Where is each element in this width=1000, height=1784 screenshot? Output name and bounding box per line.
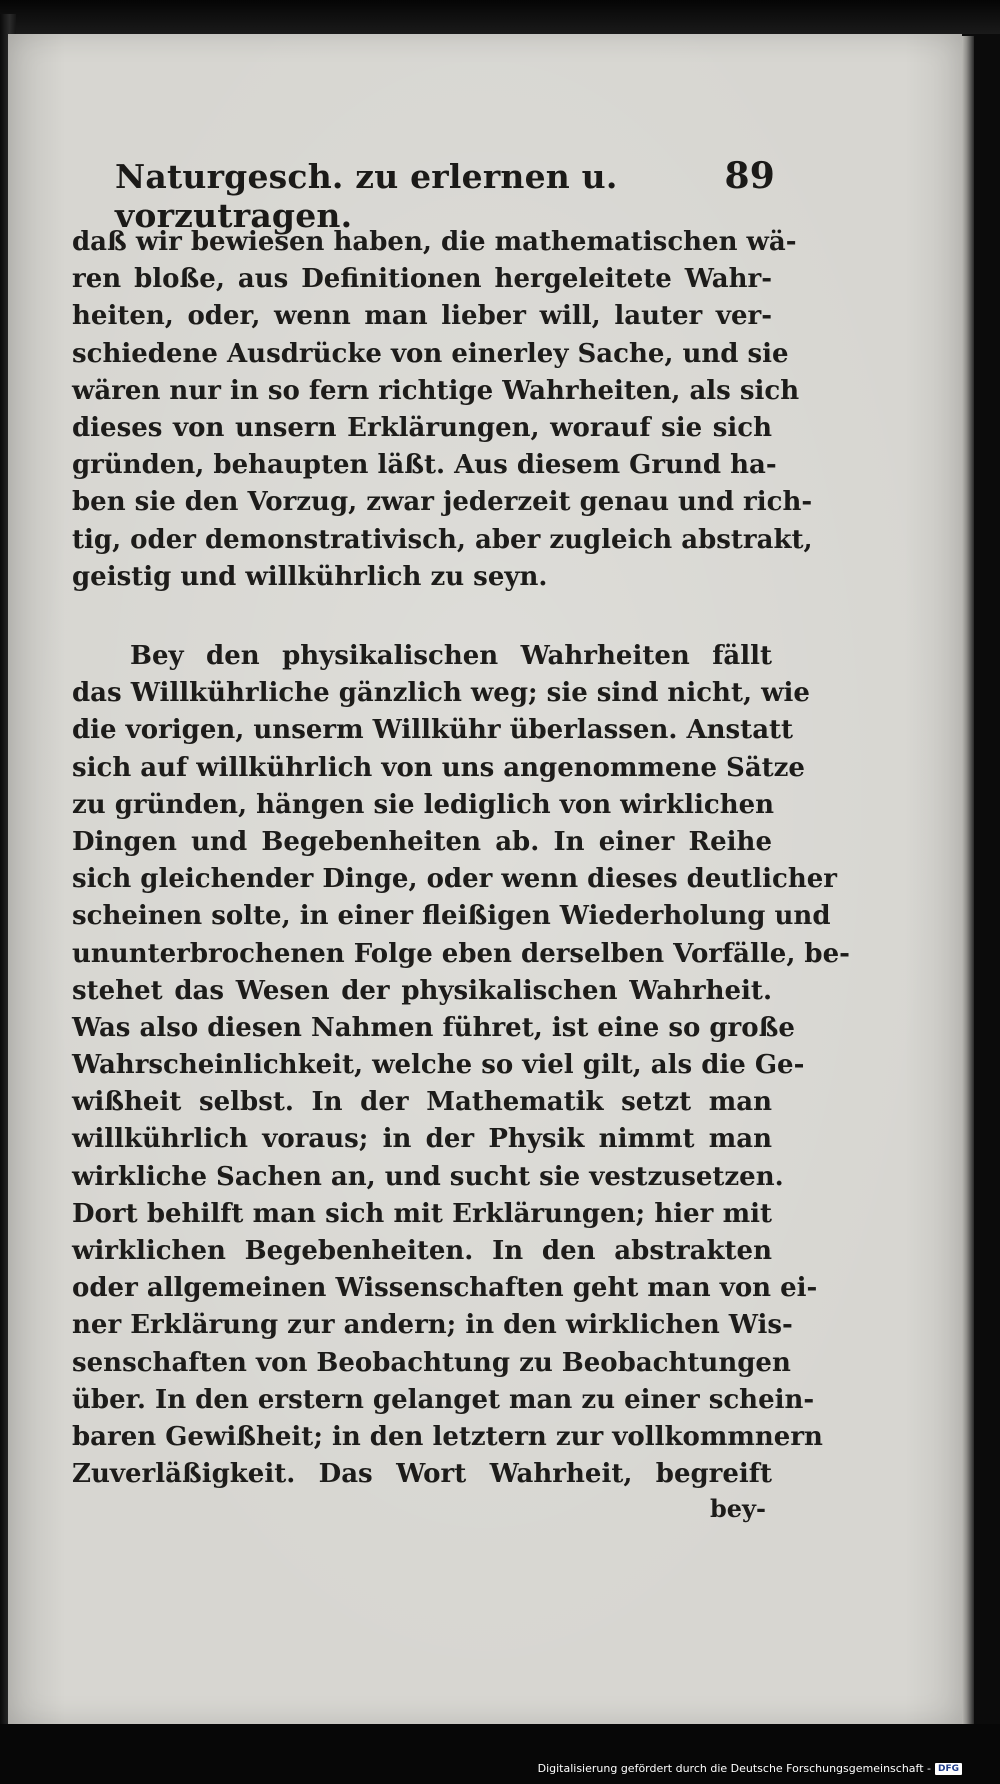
digitization-credit-text: Digitalisierung gefördert durch die Deutsche Forschungsgemeinschaft - [537, 1762, 931, 1775]
text-line: heiten, oder, wenn man lieber will, lauter ver- [72, 301, 772, 332]
dfg-logo: DFG [935, 1763, 962, 1775]
page-number: 89 [724, 155, 775, 197]
text-line: über. In den erstern gelanget man zu einer schein- [72, 1384, 815, 1415]
text-line: die vorigen, unserm Willkühr überlassen. Anstatt [72, 715, 794, 746]
text-line: dieses von unsern Erklärungen, worauf sie sich [72, 412, 772, 443]
text-line: Was also diesen Nahmen führet, ist eine so große [72, 1012, 795, 1043]
text-line: oder allgemeinen Wissenschaften geht man von ei- [72, 1273, 818, 1304]
running-head [115, 155, 775, 235]
text-line: wißheit selbst. In der Mathematik setzt man [72, 1087, 772, 1118]
catchword: bey- [710, 1494, 766, 1523]
paragraph-2 [72, 638, 850, 1493]
text-line: Bey den physikalischen Wahrheiten fällt [130, 641, 772, 671]
text-line: baren Gewißheit; in den letztern zur vollkommnern [72, 1421, 823, 1452]
text-line: ren bloße, aus Definitionen hergeleitete Wahr- [72, 264, 772, 295]
text-line: Dort behilft man sich mit Erklärungen; hier mit [72, 1198, 772, 1229]
text-line: schiedene Ausdrücke von einerley Sache, und sie [72, 338, 789, 369]
text-line: gründen, behaupten läßt. Aus diesem Grund ha- [72, 450, 777, 481]
text-line: ner Erklärung zur andern; in den wirklichen Wis- [72, 1310, 793, 1341]
text-line: wirkliche Sachen an, und sucht sie vestzusetzen. [72, 1161, 784, 1192]
scan-top-edge [0, 0, 1000, 34]
digitization-credit [538, 1762, 962, 1775]
text-line: sich gleichender Dinge, oder wenn dieses deutlicher [72, 864, 838, 895]
text-line: Zuverläßigkeit. Das Wort Wahrheit, begreift [72, 1459, 772, 1490]
running-head-title: Naturgesch. zu erlernen u. vorzutragen. [115, 157, 618, 235]
scan-bottom-strip [0, 1724, 1000, 1784]
text-line: geistig und willkührlich zu seyn. [72, 561, 548, 592]
text-line: wären nur in so fern richtige Wahrheiten, als sich [72, 375, 800, 406]
text-line: Wahrscheinlichkeit, welche so viel gilt, als die Ge- [72, 1050, 805, 1081]
text-line: tig, oder demonstrativisch, aber zugleich abstrakt, [72, 524, 813, 555]
text-line: stehet das Wesen der physikalischen Wahrheit. [72, 975, 772, 1006]
text-line: Dingen und Begebenheiten ab. In einer Reihe [72, 826, 772, 857]
text-line: sich auf willkührlich von uns angenommene Sätze [72, 752, 805, 783]
paragraph-1 [72, 224, 813, 596]
text-line: wirklichen Begebenheiten. In den abstrakten [72, 1236, 772, 1266]
text-line: ununterbrochenen Folge eben derselben Vorfälle, be- [72, 938, 850, 969]
text-line: ben sie den Vorzug, zwar jederzeit genau und rich- [72, 487, 813, 518]
text-line: zu gründen, hängen sie lediglich von wirklichen [72, 789, 775, 820]
text-line: scheinen solte, in einer fleißigen Wiederholung und [72, 901, 831, 932]
text-line: senschaften von Beobachtung zu Beobachtungen [72, 1347, 791, 1378]
page-fore-edge [962, 36, 974, 1724]
text-line: willkührlich voraus; in der Physik nimmt man [72, 1124, 772, 1155]
text-line: das Willkührliche gänzlich weg; sie sind nicht, wie [72, 678, 810, 709]
text-line: daß wir bewiesen haben, die mathematischen wä- [72, 227, 797, 257]
